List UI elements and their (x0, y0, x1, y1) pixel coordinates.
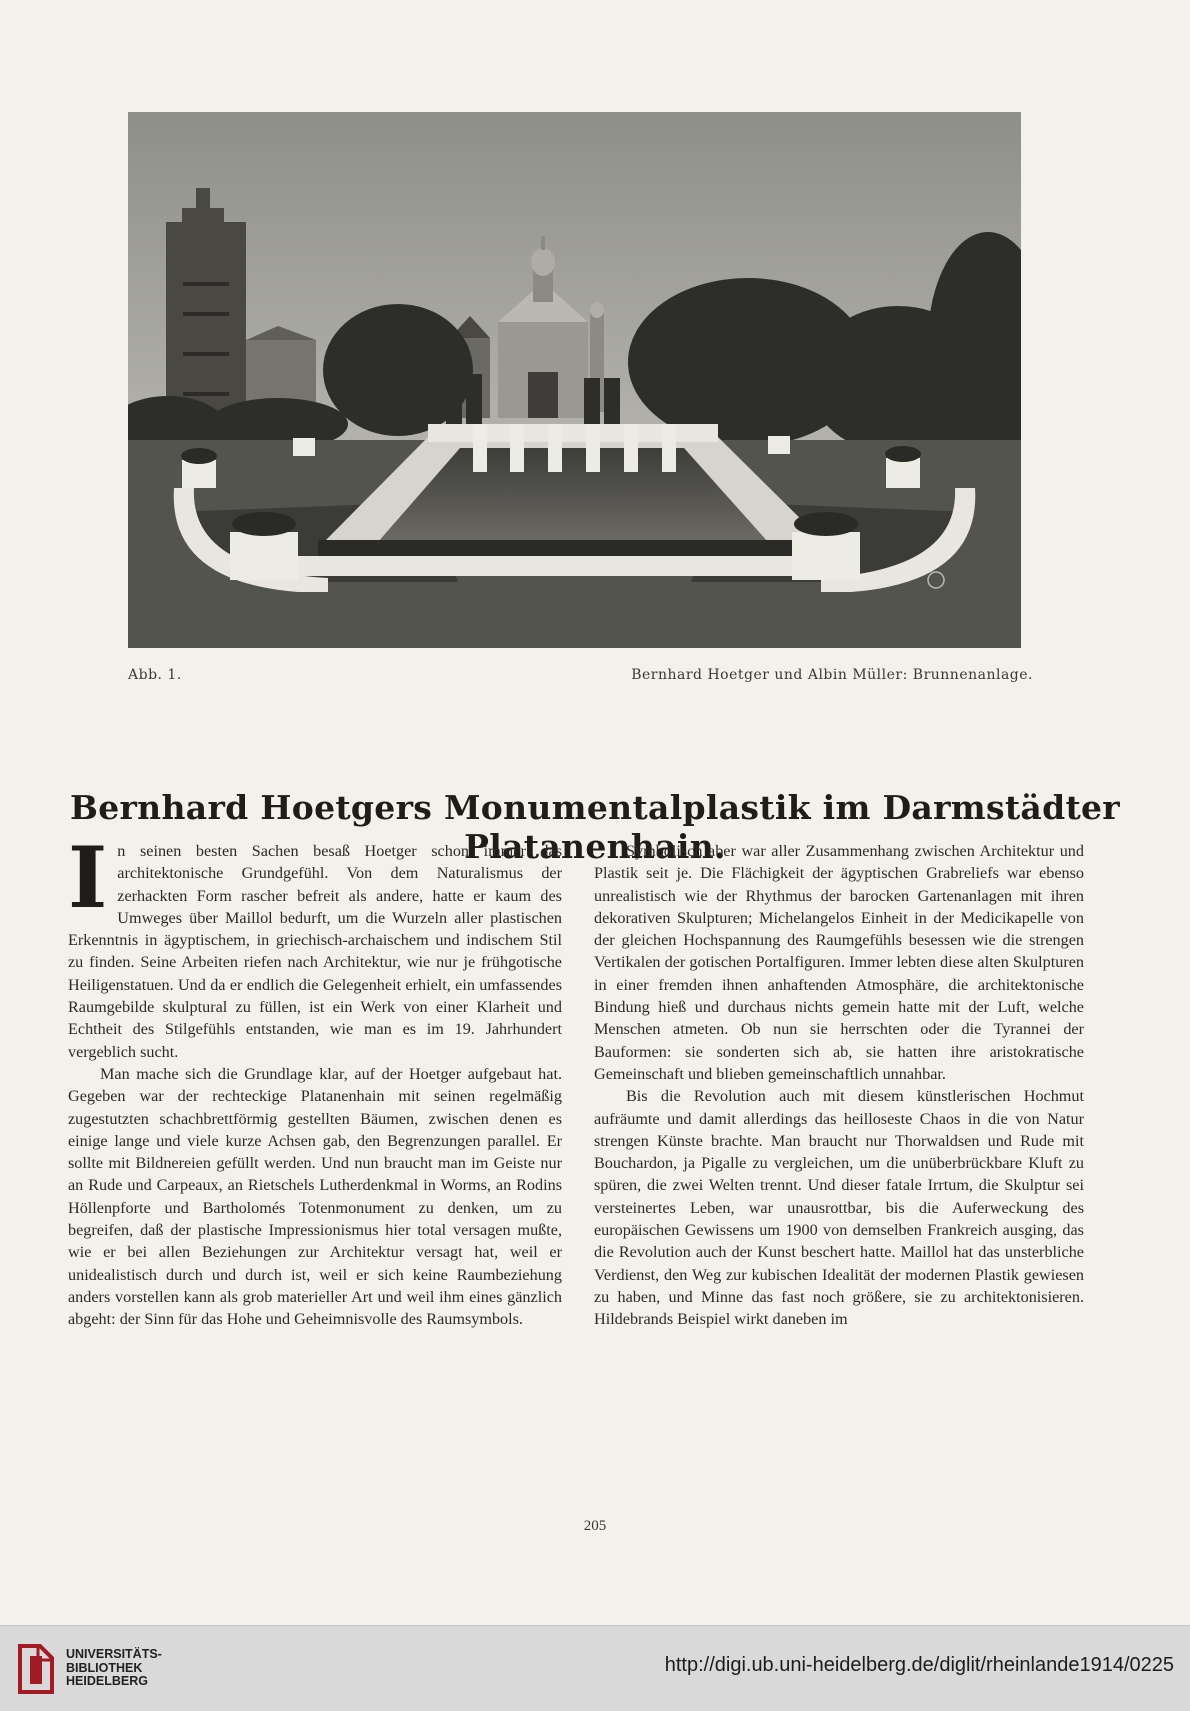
paragraph-text: n seinen besten Sachen besaß Hoetger schon immer das architektonische Grundgefühl. Von dem Naturalismus der zerhackten Form rascher befreit als andere, hatte er kaum des Umweges über Maillol bedurft, um die Wurzeln aller plastischen Erkenntnis in ägyptischem, in griechisch-archaischem und indischem Stil zu finden. Seine Arbeiten riefen nach Architektur, wie nur je frühgotische Heiligenstatuen. Und da er endlich die Gelegenheit erhielt, ein umfassendes Raumgebilde skulptural zu füllen, ist ein Werk von einer Klarheit und Echtheit des Stilgefühls entstanden, wie man es im 19. Jahrhundert vergeblich sucht. (68, 842, 562, 1061)
paragraph: Symbolisch aber war aller Zusammenhang zwischen Architektur und Plastik seit je. Die Flächigkeit der ägyptischen Grabreliefs war ebenso unrealistisch wie der Rhythmus der barocken Gartenanlagen mit ihren dekorativen Skulpturen; Michelangelos Einheit in der Medicikapelle von der gleichen Hochspannung des Raumgefühls besessen wie die strengen Vertikalen der gotischen Portalfiguren. Immer lebten diese alten Skulpturen in einer fremden ihnen anhaftenden Atmosphäre, die architektonische Bindung hieß und durchaus nichts gemein hatte mit der Luft, welche Menschen atmeten. Ob nun sie herrschten oder die Tyrannei der Bauformen: sie sonderten sich ab, sie hatten ihre aristokratische Gemeinschaft und blieben gemeinschaftlich unnahbar. (594, 842, 1084, 1083)
viewer-footer (0, 1625, 1190, 1711)
text-column-right (594, 840, 1084, 1331)
university-library-logo-icon[interactable] (14, 1640, 58, 1698)
paragraph: Bis die Revolution auch mit diesem künstlerischen Hochmut aufräumte und damit allerdings das heilloseste Chaos in die von Natur strengen Künste brachte. Man braucht nur Thorwaldsen und Rude mit Bouchardon, ja Pigalle zu vergleichen, um die unüberbrückbare Kluft zu spüren, die zwei Welten trennt. Und dieser fatale Irrtum, die Skulptur sei versteinertes Leben, war unausrottbar, bis die Auferweckung des europäischen Gewissens um 1900 von demselben Frankreich ausging, das die Revolution auch der Kunst beschert hatte. Maillol hat das unsterbliche Verdienst, den Weg zur kubischen Idealität der modernen Plastik gewiesen zu haben, und Minne das fast noch größere, sie zu architektonisieren. Hildebrands Beispiel wirkt daneben im (594, 1087, 1084, 1329)
text-column-left (68, 828, 562, 1331)
institution-line: BIBLIOTHEK (66, 1660, 143, 1675)
fountain-photo (128, 112, 1021, 648)
article-title: Bernhard Hoetgers Monumentalplastik im Darmstädter Platanenhain. (70, 788, 1120, 866)
page-number: 205 (583, 1518, 607, 1534)
figure-photograph (128, 112, 1021, 648)
permalink-url[interactable]: http://digi.ub.uni-heidelberg.de/diglit/rheinlande1914/0225 (664, 1654, 1174, 1676)
figure-caption-text: Bernhard Hoetger und Albin Müller: Brunnenanlage. (631, 667, 1033, 683)
paragraph (68, 828, 562, 1063)
paragraph: Man mache sich die Grundlage klar, auf der Hoetger aufgebaut hat. Gegeben war der rechteckige Platanenhain mit seinen regelmäßig zugestutzten schachbrettförmig gestellten Bäumen, zwischen denen es einige lange und viele kurze Achsen gab, den Begrenzungen parallel. Er sollte mit Bildnereien gefüllt werden. Und nun braucht man im Geiste nur an Rude und Carpeaux, an Rietschels Lutherdenkmal in Worms, an Rodins Höllenpforte und Bartholomés Totenmonument zu denken, um zu begreifen, daß der plastische Impressionismus hier total versagen mußte, wie er bei allen Beziehungen zur Architektur versagt hat, weil er unidealistisch durch und durch ist, weil er sich keine Raumbeziehung anders vorstellen kann als grob materieller Art und weil ihm eines gänzlich abgeht: der Sinn für das Hohe und Geheimnisvolle des Raumsymbols. (68, 1064, 562, 1329)
institution-line: UNIVERSITÄTS- (66, 1647, 162, 1661)
drop-cap: I (68, 828, 108, 927)
institution-line: HEIDELBERG (66, 1674, 148, 1688)
institution-name[interactable] (66, 1648, 162, 1689)
figure-label: Abb. 1. (128, 667, 182, 683)
